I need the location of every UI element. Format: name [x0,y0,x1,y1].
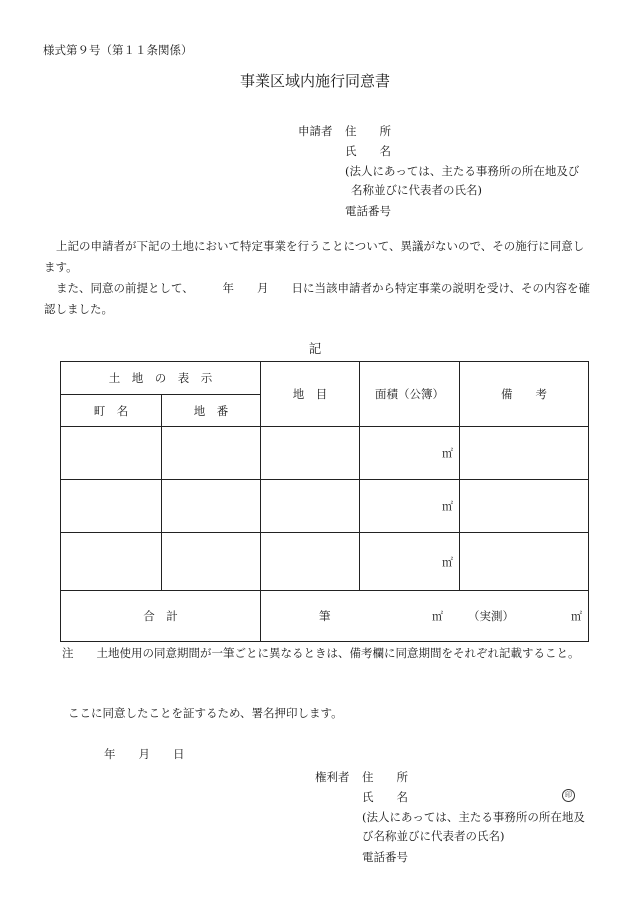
right-holder-corporate-note-1: (法人にあっては、主たる事務所の所在地及 [362,810,585,824]
applicant-address-label: 住 所 [345,124,391,138]
area-unit: ㎡ [442,500,453,513]
area-unit: ㎡ [442,555,453,569]
applicant-corporate-note-2: 名称並びに代表者の氏名) [351,183,482,197]
certification-statement: ここに同意したことを証するため、署名押印します。 [68,706,343,720]
remarks-cell[interactable] [460,427,589,480]
consent-paragraph-1: 上記の申請者が下記の土地において特定事業を行うことについて、異議がないので、その施行に同意します。 [44,239,585,274]
remarks-cell[interactable] [460,533,589,591]
town-name-cell[interactable] [61,427,162,480]
applicant-phone-label: 電話番号 [345,204,391,218]
total-measured-label: （実測） [468,609,514,623]
land-category-cell[interactable] [261,427,360,480]
table-row [61,427,589,480]
land-category-cell[interactable] [261,480,360,533]
header-land-category: 地 目 [261,362,360,427]
lot-number-cell[interactable] [162,533,261,591]
applicant-corporate-note-1: (法人にあっては、主たる事務所の所在地及び [345,164,580,178]
right-holder-address-label: 住 所 [362,770,408,784]
area-cell[interactable] [360,427,460,480]
applicant-name-label: 氏 名 [345,144,391,158]
total-count-label: 筆 [319,609,331,623]
right-holder-corporate-note-2: び名称並びに代表者の氏名) [362,829,505,843]
lot-number-cell[interactable] [162,480,261,533]
date-line: 年 月 日 [104,747,185,761]
header-land-display: 土 地 の 表 示 [61,362,261,395]
remarks-cell[interactable] [460,480,589,533]
total-area-unit: ㎡ [432,610,443,623]
town-name-cell[interactable] [61,480,162,533]
area-cell[interactable] [360,480,460,533]
total-label: 合 計 [61,591,261,642]
right-holder-phone-label: 電話番号 [362,850,408,864]
document-title: 事業区域内施行同意書 [239,72,390,90]
total-row [61,591,589,642]
header-town-name: 町 名 [61,395,162,427]
town-name-cell[interactable] [61,533,162,591]
consent-paragraph-2: また、同意の前提として、 年 月 日に当該申請者から特定事業の説明を受け、その内容を確認しました。 [44,281,591,316]
table-row [61,480,589,533]
area-cell[interactable] [360,533,460,591]
header-lot-number: 地 番 [162,395,261,427]
seal-mark-icon: 印 [562,789,575,802]
land-table [60,361,589,642]
lot-number-cell[interactable] [162,427,261,480]
table-note: 注 土地使用の同意期間が一筆ごとに異なるときは、備考欄に同意期間をそれぞれ記載すること。 [62,646,580,660]
form-number: 様式第９号（第１１条関係） [43,43,193,57]
header-area: 面積（公簿） [360,362,460,427]
land-category-cell[interactable] [261,533,360,591]
applicant-label: 申請者 [298,124,333,138]
total-summary-cell[interactable] [261,591,589,642]
header-remarks: 備 考 [460,362,589,427]
total-measured-unit: ㎡ [571,610,582,623]
right-holder-label: 権利者 [315,770,350,784]
ki-heading: 記 [308,341,322,356]
area-unit: ㎡ [442,447,453,460]
table-row [61,533,589,591]
right-holder-name-label: 氏 名 [362,790,408,804]
